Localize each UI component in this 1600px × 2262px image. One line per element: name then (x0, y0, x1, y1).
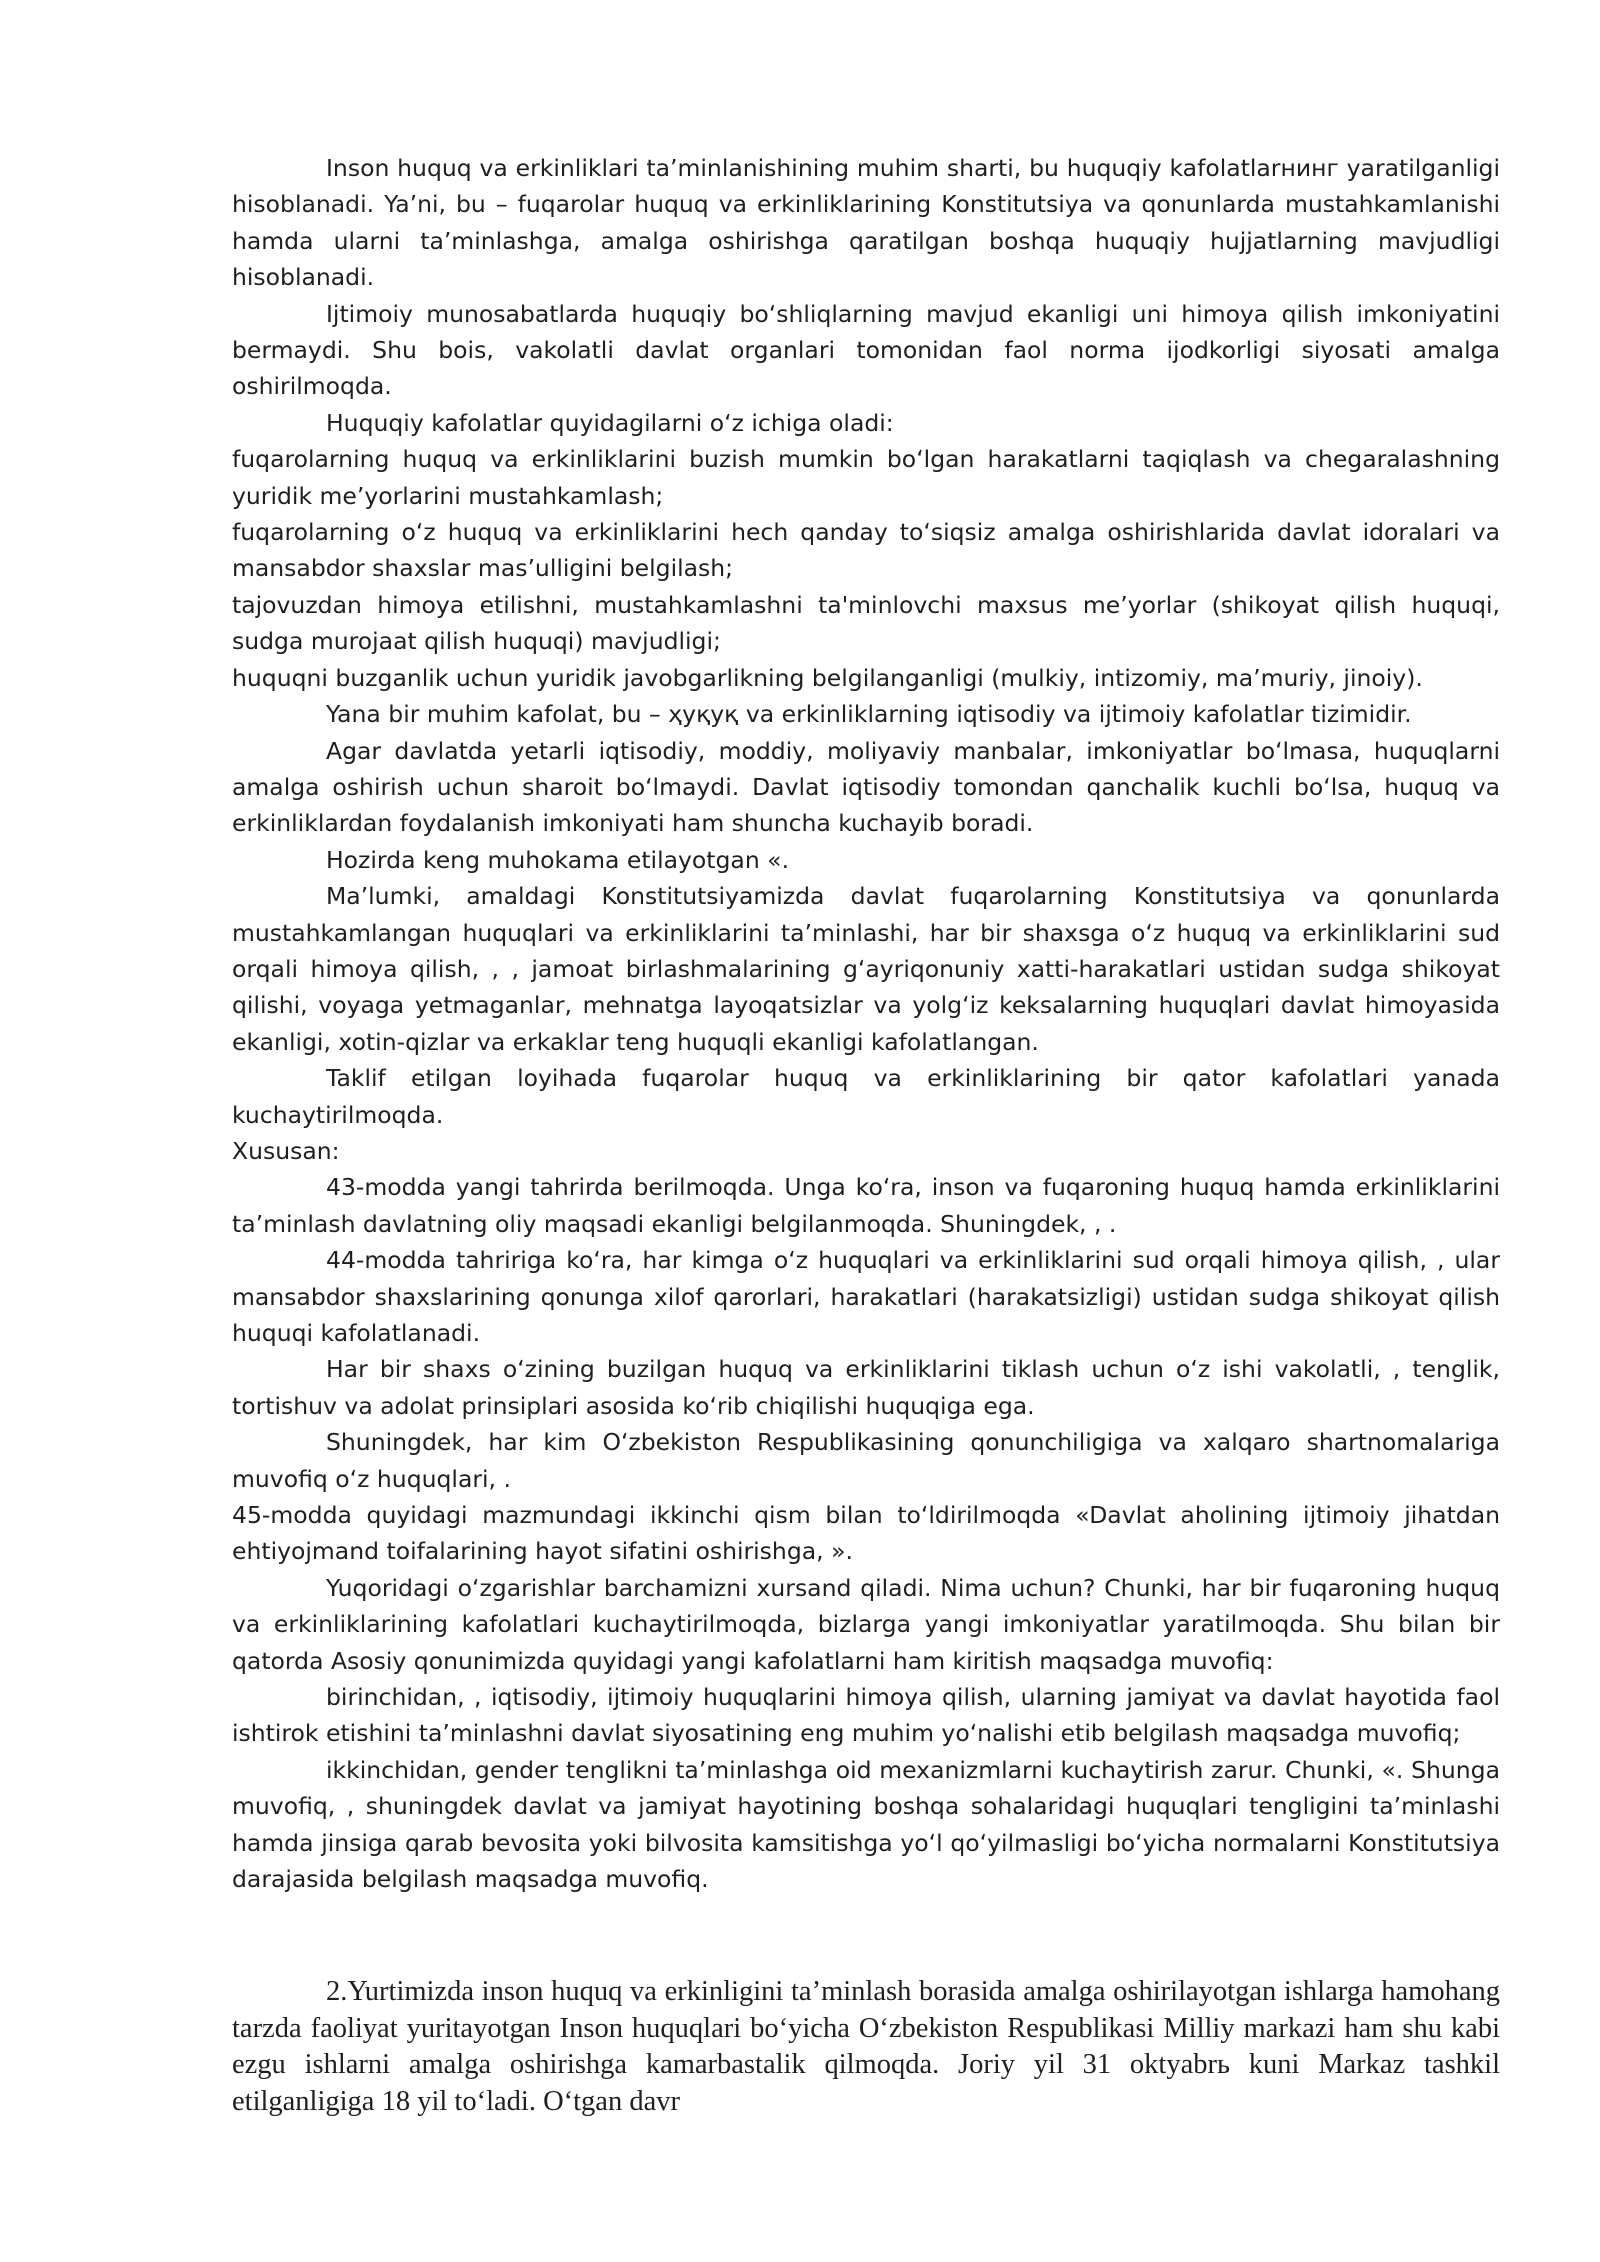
paragraph: Huquqiy kafolatlar quyidagilarni oʻz ichiga oladi: (326, 408, 894, 437)
paragraph: 44-modda tahririga koʻra, har kimga oʻz huquqlari va erkinliklarini sud orqali himoya qilish, , ular mansabdor shaxslarining qonunga xilof qarorlari, harakatlari (harakatsizligi) ustidan sudga shikoyat qilish huquqi kafolatlanadi. (232, 1246, 1500, 1347)
paragraph: Ma’lumki, amaldagi Konstitutsiyamizda davlat fuqarolarning Konstitutsiya va qonunlarda mustahkamlangan huquqlari va erkinliklarini ta’minlashi, har bir shaxsga oʻz huquq va erkinliklarini sud orqali himoya qilish, , , jamoat birlashmalarining gʻayriqonuniy xatti-harakatlari ustidan sudga shikoyat qilishi, voyaga yetmaganlar, mehnatga layoqatsizlar va yolgʻiz keksalarning huquqlari davlat himoyasida ekanligi, xotin-qizlar va erkaklar teng huquqli ekanligi kafolatlangan. (232, 882, 1500, 1056)
paragraph: Ijtimoiy munosabatlarda huquqiy boʻshliqlarning mavjud ekanligi uni himoya qilish imkoniyatini bermaydi. Shu bois, vakolatli davlat organlari tomonidan faol norma ijodkorligi siyosati amalga oshirilmoqda. (232, 299, 1500, 401)
paragraph: Yuqoridagi oʻzgarishlar barchamizni xursand qiladi. Nima uchun? Chunki, har bir fuqaroning huquq va erkinliklarining kafolatlari kuchaytirilmoqda, bizlarga yangi imkoniyatlar yaratilmoqda. Shu bilan bir qatorda Asosiy qonunimizda quyidagi yangi kafolatlarni ham kiritish maqsadga muvofiq: (232, 1573, 1500, 1675)
serif-section (232, 1974, 1500, 2120)
paragraph: ikkinchidan, gender tenglikni ta’minlashga oid mexanizmlarni kuchaytirish zarur. Chunki, «. Shunga muvofiq, , shuningdek davlat va jamiyat hayotining boshqa sohalaridagi huquqlari tengligini ta’minlashi hamda jinsiga qarab bevosita yoki bilvosita kamsitishga yoʻl qoʻyilmasligi boʻyicha normalarni Konstitutsiya darajasida belgilash maqsadga muvofiq. (232, 1755, 1500, 1894)
paragraph: 45-modda quyidagi mazmundagi ikkinchi qism bilan toʻldirilmoqda «Davlat aholining ijtimoiy jihatdan ehtiyojmand toifalarining hayot sifatini oshirishga, ». (232, 1501, 1500, 1566)
paragraph: Xususan: (232, 1136, 340, 1165)
paragraph: Agar davlatda yetarli iqtisodiy, moddiy, moliyaviy manbalar, imkoniyatlar boʻlmasa, huquqlarni amalga oshirish uchun sharoit boʻlmaydi. Davlat iqtisodiy tomondan qanchalik kuchli boʻlsa, huquq va erkinliklardan foydalanish imkoniyati ham shuncha kuchayib boradi. (232, 736, 1500, 838)
paragraph: Hozirda keng muhokama etilayotgan «. (326, 845, 790, 874)
paragraph: 43-modda yangi tahrirda berilmoqda. Unga koʻra, inson va fuqaroning huquq hamda erkinliklarini ta’minlash davlatning oliy maqsadi ekanligi belgilanmoqda. Shuningdek, , . (232, 1173, 1500, 1238)
list-item: huquqni buzganlik uchun yuridik javobgarlikning belgilanganligi (mulkiy, intizomiy, ma’muriy, jinoiy). (232, 663, 1423, 692)
body-text (232, 150, 1500, 1898)
paragraph: Yana bir muhim kafolat, bu – ҳуқуқ va erkinliklarning iqtisodiy va ijtimoiy kafolatlar tizimidir. (326, 700, 1412, 729)
paragraph: Shuningdek, har kim Oʻzbekiston Respublikasining qonunchiligiga va xalqaro shartnomalariga muvofiq oʻz huquqlari, . (232, 1428, 1500, 1493)
list-item: fuqarolarning huquq va erkinliklarini buzish mumkin boʻlgan harakatlarni taqiqlash va chegaralashning yuridik me’yorlarini mustahkamlash; (232, 445, 1500, 510)
list-item: fuqarolarning oʻz huquq va erkinliklarini hech qanday toʻsiqsiz amalga oshirishlarida davlat idoralari va mansabdor shaxslar mas’ulligini belgilash; (232, 518, 1500, 583)
paragraph: Inson huquq va erkinliklari ta’minlanishining muhim sharti, bu huquqiy kafolatlarнинг yaratilganligi hisoblanadi. Ya’ni, bu – fuqarolar huquq va erkinliklarining Konstitutsiya va qonunlarda mustahkamlanishi hamda ularni ta’minlashga, amalga oshirishga qaratilgan boshqa huquqiy hujjatlarning mavjudligi hisoblanadi. (232, 154, 1500, 292)
paragraph: Taklif etilgan loyihada fuqarolar huquq va erkinliklarining bir qator kafolatlari yanada kuchaytirilmoqda. (232, 1064, 1500, 1129)
list-item: tajovuzdan himoya etilishni, mustahkamlashni ta'minlovchi maxsus me’yorlar (shikoyat qilish huquqi, sudga murojaat qilish huquqi) mavjudligi; (232, 590, 1500, 656)
paragraph: birinchidan, , iqtisodiy, ijtimoiy huquqlarini himoya qilish, ularning jamiyat va davlat hayotida faol ishtirok etishini ta’minlashni davlat siyosatining eng muhim yoʻnalishi etib belgilash maqsadga muvofiq; (232, 1683, 1500, 1748)
paragraph: 2.Yurtimizda inson huquq va erkinligini ta’minlash borasida amalga oshirilayotgan ishlarga hamohang tarzda faoliyat yuritayotgan Inson huquqlari boʻyicha Oʻzbekiston Respublikasi Milliy markazi ham shu kabi ezgu ishlarni amalga oshirishga kamarbastalik qilmoqda. Joriy yil 31 oktyabrь kuni Markaz tashkil etilganligiga 18 yil toʻladi. Oʻtgan davr (232, 1976, 1500, 2117)
paragraph: Har bir shaxs oʻzining buzilgan huquq va erkinliklarini tiklash uchun oʻz ishi vakolatli, , tenglik, tortishuv va adolat prinsiplari asosida koʻrib chiqilishi huquqiga ega. (232, 1355, 1500, 1420)
